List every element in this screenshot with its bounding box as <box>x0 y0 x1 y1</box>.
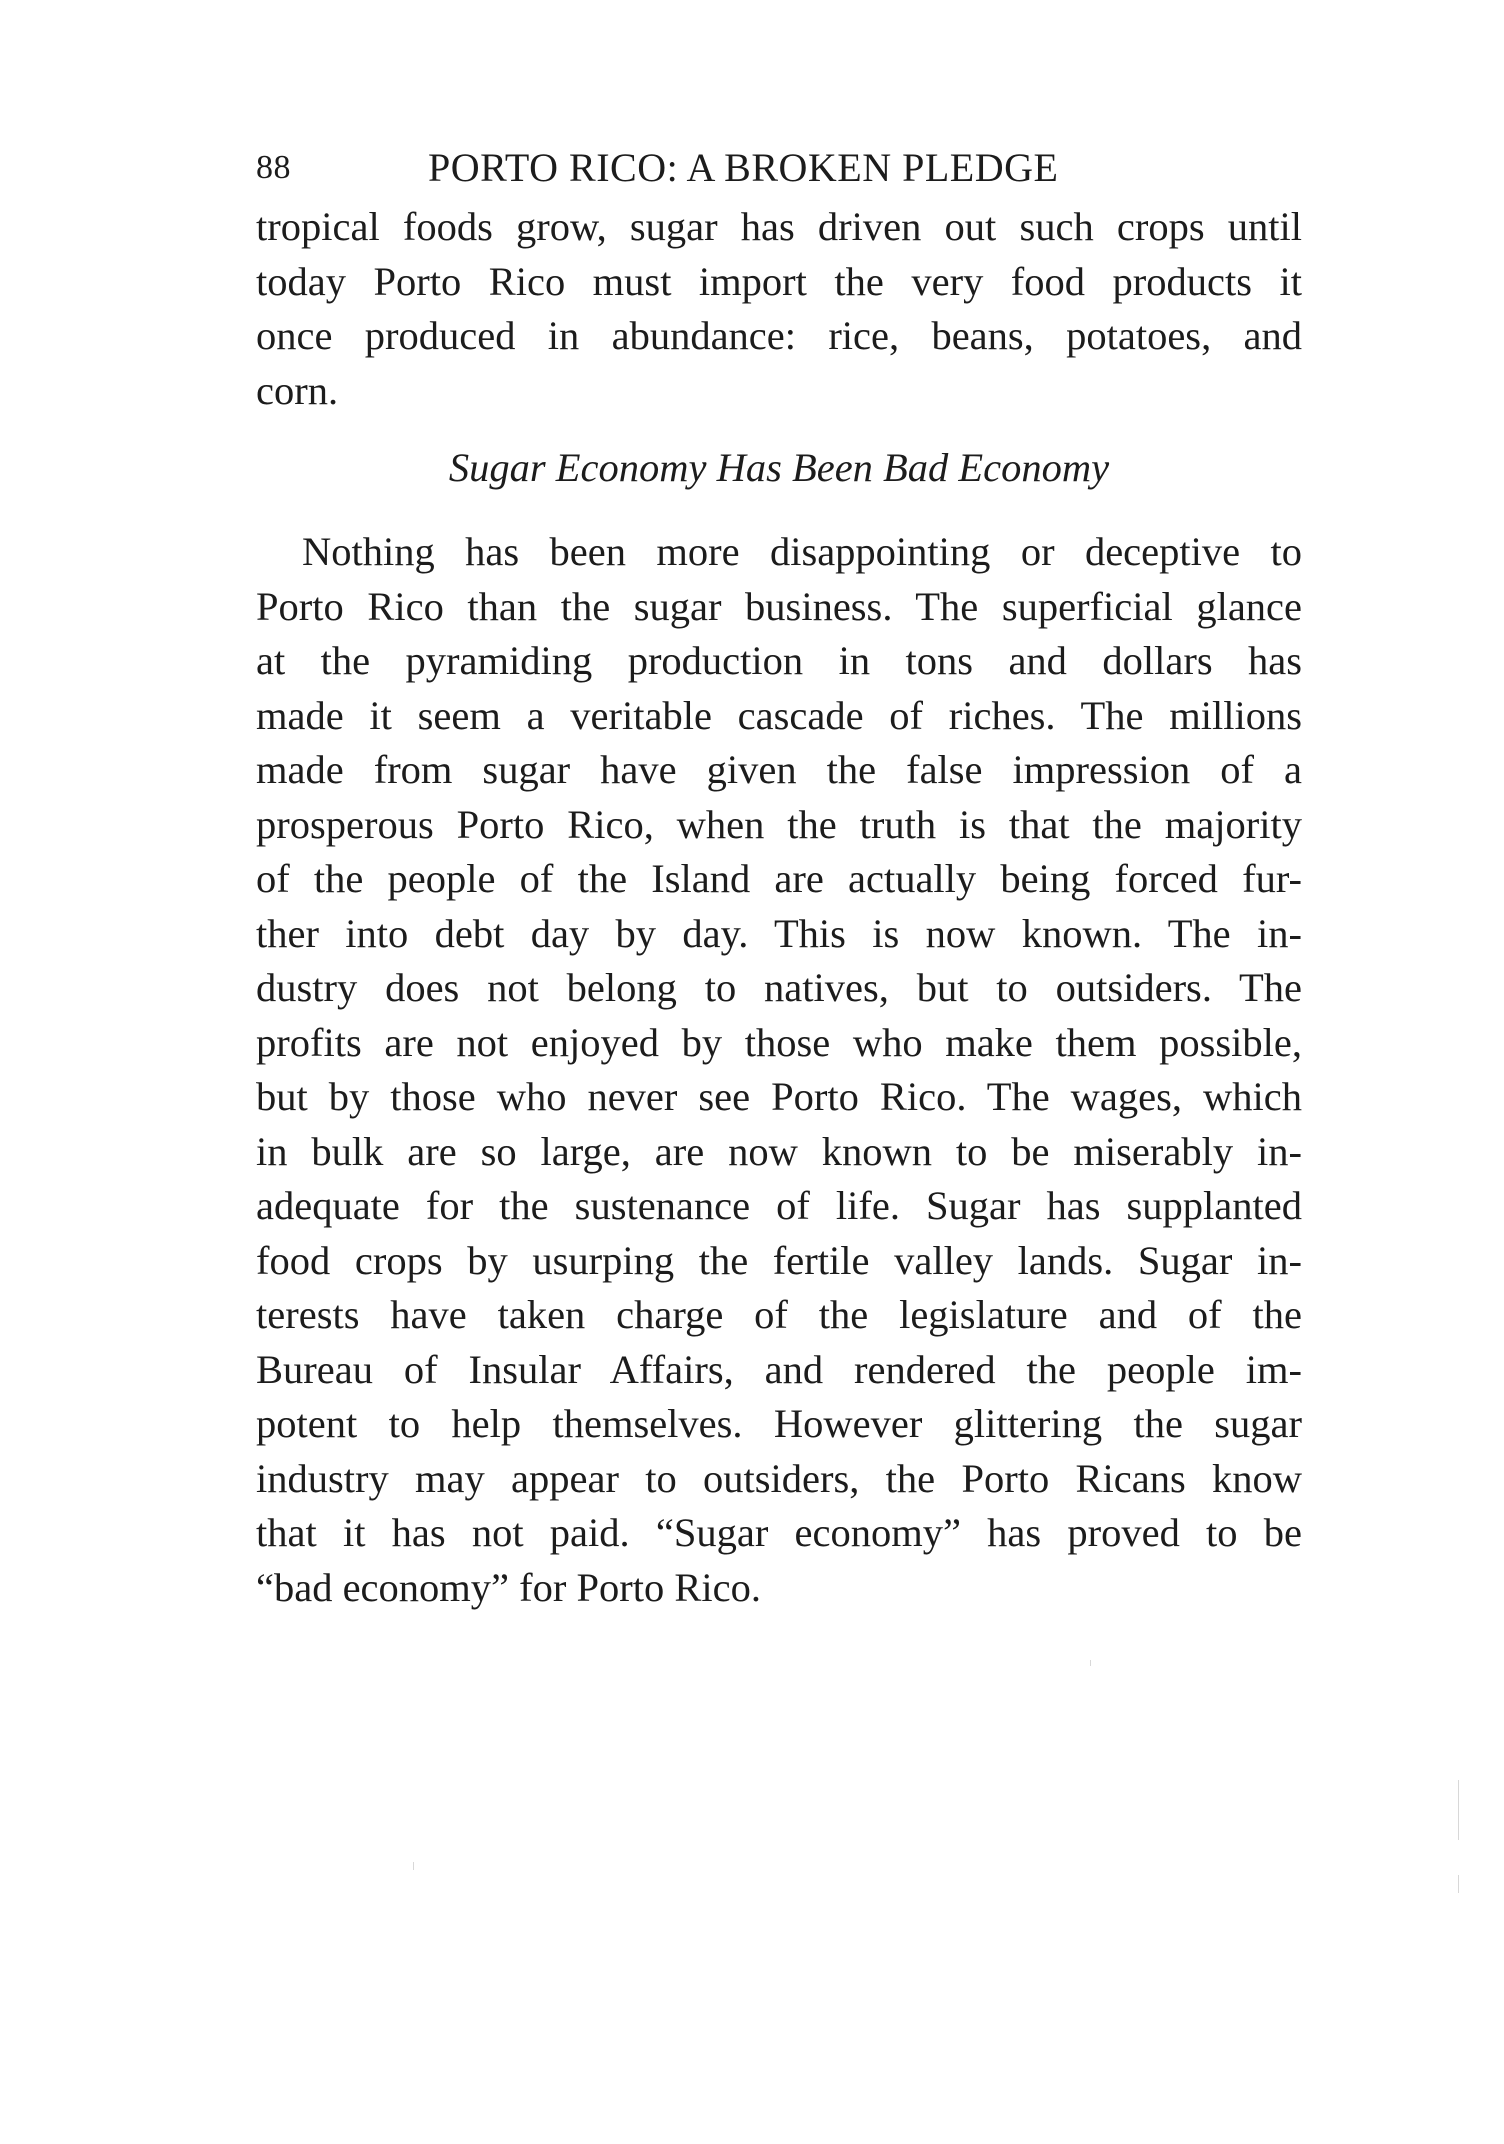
text-line: prosperous Porto Rico, when the truth is that the majority <box>256 801 1302 847</box>
running-head <box>256 140 1302 196</box>
text-line: made it seem a veritable cascade of riches. The millions <box>256 692 1302 738</box>
text-line: Porto Rico than the sugar business. The superficial glance <box>256 583 1302 629</box>
text-line: Bureau of Insular Affairs, and rendered the people im- <box>256 1346 1302 1392</box>
continued-paragraph <box>256 200 1302 418</box>
text-line: of the people of the Island are actually being forced fur- <box>256 856 1302 901</box>
text-line: at the pyramiding production in tons and dollars has <box>256 638 1302 683</box>
text-line: today Porto Rico must import the very food products it <box>256 258 1302 304</box>
text-line: Nothing has been more disappointing or deceptive to <box>302 529 1302 574</box>
text-line: in bulk are so large, are now known to be miserably in- <box>256 1128 1302 1174</box>
scan-speck <box>1458 1875 1459 1893</box>
text-line: food crops by usurping the fertile valley lands. Sugar in- <box>256 1237 1302 1283</box>
text-line: industry may appear to outsiders, the Porto Ricans know <box>256 1455 1302 1501</box>
text-line: corn. <box>256 367 339 413</box>
text-line: tropical foods grow, sugar has driven out such crops until <box>256 204 1302 249</box>
text-line: made from sugar have given the false impression of a <box>256 747 1302 792</box>
scan-speck <box>413 1862 414 1870</box>
scan-speck <box>1090 1660 1091 1666</box>
text-line: once produced in abundance: rice, beans, potatoes, and <box>256 313 1302 358</box>
scan-speck <box>1458 1780 1459 1840</box>
text-line: ther into debt day by day. This is now known. The in- <box>256 910 1302 956</box>
text-line: but by those who never see Porto Rico. The wages, which <box>256 1074 1302 1119</box>
text-line: profits are not enjoyed by those who make them possible, <box>256 1019 1302 1065</box>
text-line: dustry does not belong to natives, but to outsiders. The <box>256 965 1302 1010</box>
text-line: terests have taken charge of the legislature and of the <box>256 1292 1302 1337</box>
section-heading: Sugar Economy Has Been Bad Economy <box>448 445 1110 490</box>
page-number: 88 <box>256 149 291 186</box>
text-line: potent to help themselves. However glittering the sugar <box>256 1401 1302 1446</box>
text-line: adequate for the sustenance of life. Sugar has supplanted <box>256 1183 1302 1228</box>
section-paragraph <box>256 525 1302 1615</box>
running-title: PORTO RICO: A BROKEN PLEDGE <box>428 145 1059 190</box>
text-line: that it has not paid. “Sugar economy” has proved to be <box>256 1510 1302 1555</box>
text-line: “bad economy” for Porto Rico. <box>256 1564 761 1610</box>
